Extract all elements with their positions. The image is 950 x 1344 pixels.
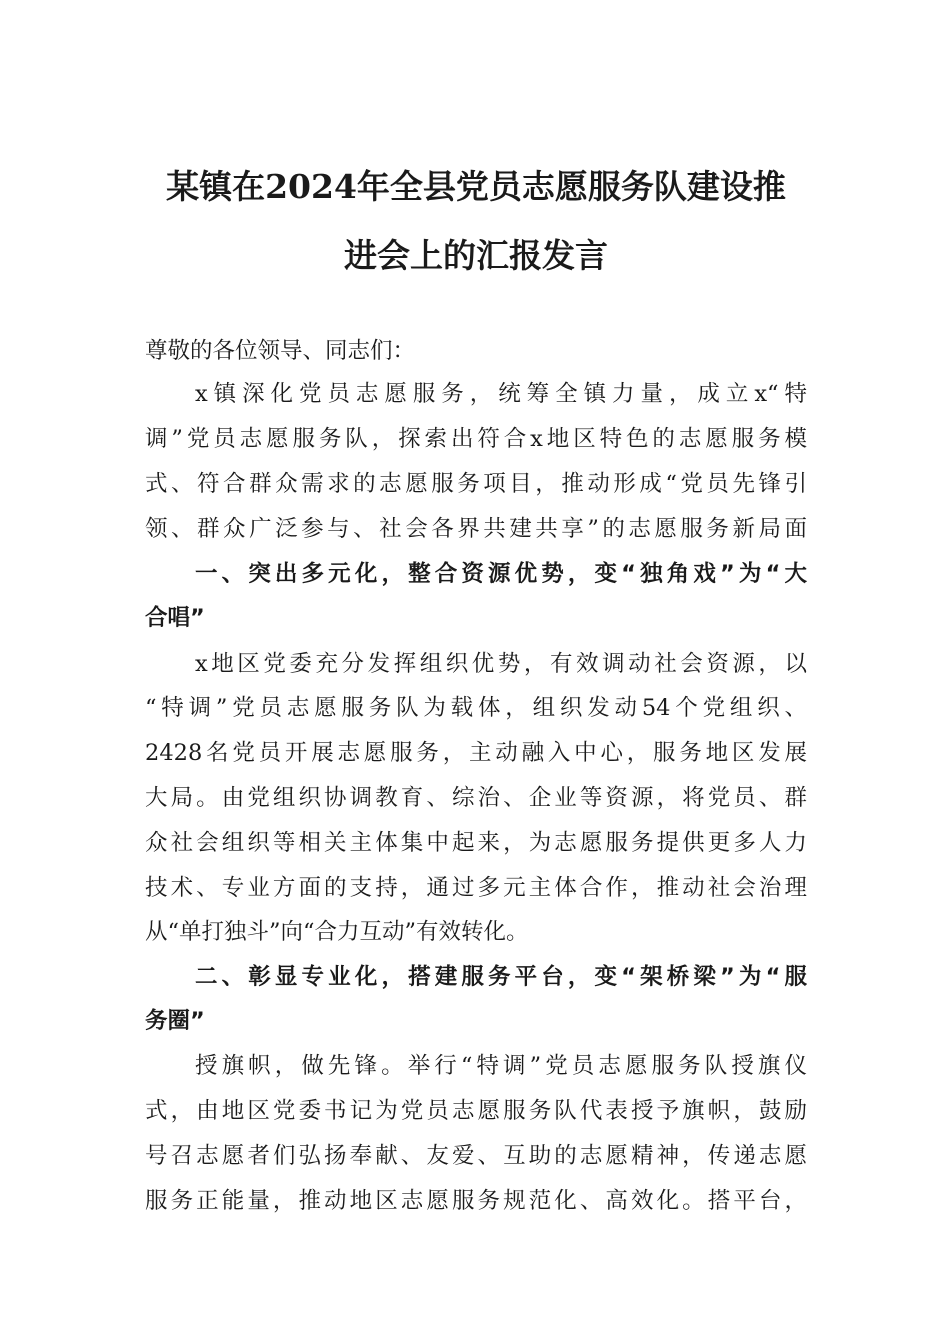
intro-line: x镇深化党员志愿服务，统筹全镇力量，成立x“特 <box>195 381 807 407</box>
section-1-body-line: 大局。由党组织协调教育、综治、企业等资源，将党员、群 <box>145 785 807 811</box>
section-2-body-line: 式，由地区党委书记为党员志愿服务队代表授予旗帜，鼓励 <box>145 1098 807 1124</box>
section-2-body-line: 授旗帜，做先锋。举行“特调”党员志愿服务队授旗仪 <box>195 1053 807 1079</box>
document-title-line-2: 进会上的汇报发言 <box>344 236 608 275</box>
section-1-body-line: “特调”党员志愿服务队为载体，组织发动54个党组织、 <box>145 695 807 721</box>
section-2-heading-line-1: 二、彰显专业化，搭建服务平台，变“架桥梁”为“服 <box>195 964 807 990</box>
section-2-body-line: 号召志愿者们弘扬奉献、友爱、互助的志愿精神，传递志愿 <box>145 1143 807 1169</box>
section-2-body-line: 服务正能量，推动地区志愿服务规范化、高效化。搭平台， <box>145 1188 807 1214</box>
greeting: 尊敬的各位领导、同志们： <box>145 338 416 364</box>
section-1-heading-line-2: 合唱” <box>145 605 205 631</box>
section-1-body-line: 2428名党员开展志愿服务，主动融入中心，服务地区发展 <box>145 740 807 766</box>
section-2-heading-line-2: 务圈” <box>145 1008 205 1034</box>
section-1-body-line: 众社会组织等相关主体集中起来，为志愿服务提供更多人力 <box>145 830 807 856</box>
section-1-heading-line-1: 一、突出多元化，整合资源优势，变“独角戏”为“大 <box>195 561 807 587</box>
section-1-body-line: x地区党委充分发挥组织优势，有效调动社会资源，以 <box>195 651 807 677</box>
document-title-line-1: 某镇在2024年全县党员志愿服务队建设推 <box>166 167 786 206</box>
section-1-body-line: 从“单打独斗”向“合力互动”有效转化。 <box>145 919 529 945</box>
section-1-body-line: 技术、专业方面的支持，通过多元主体合作，推动社会治理 <box>145 875 807 901</box>
intro-line: 调”党员志愿服务队，探索出符合x地区特色的志愿服务模 <box>145 426 807 452</box>
intro-line: 式、符合群众需求的志愿服务项目，推动形成“党员先锋引 <box>145 471 807 497</box>
intro-line: 领、群众广泛参与、社会各界共建共享”的志愿服务新局面 <box>145 516 807 542</box>
